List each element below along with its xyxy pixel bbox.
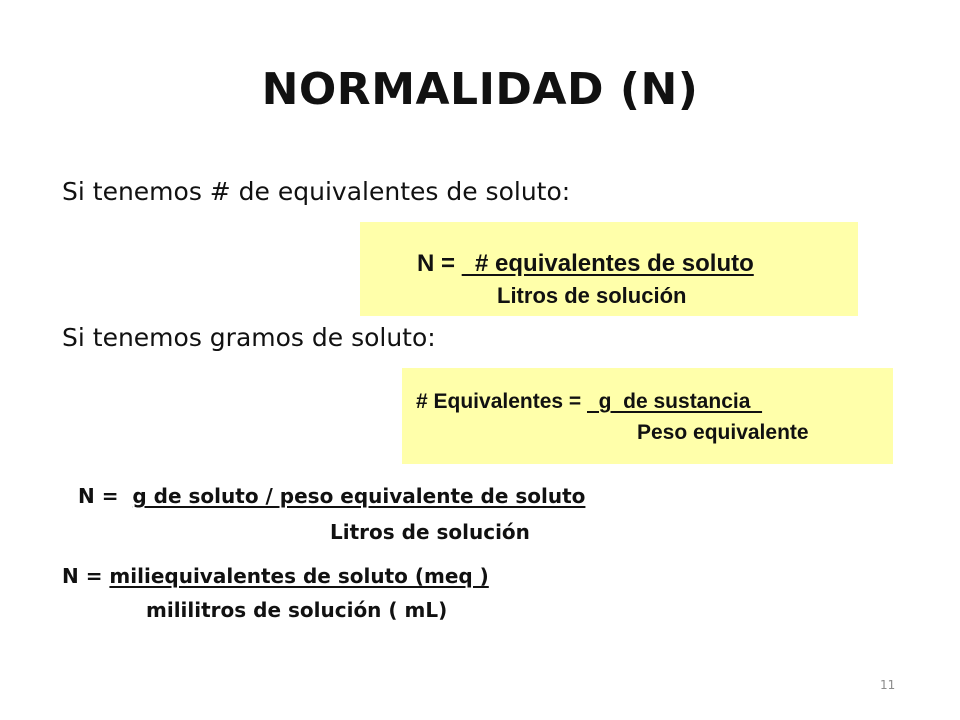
page-title: NORMALIDAD (N): [261, 64, 699, 115]
formula-grams-numerator-line: [78, 482, 585, 510]
formula3-lhs: N =: [78, 484, 133, 508]
formula3-numerator: g de soluto / peso equivalente de soluto: [132, 484, 586, 508]
box2-denominator: Peso equivalente: [637, 421, 809, 444]
page-number: 11: [880, 678, 896, 692]
intro-equivalents-text: Si tenemos # de equivalentes de soluto:: [62, 177, 571, 206]
box1-numerator-line: [417, 250, 754, 278]
formula-box-equivalents: [360, 222, 858, 316]
box1-numerator: # equivalentes de soluto: [461, 250, 754, 277]
formula3-denominator: Litros de solución: [330, 520, 530, 544]
box1-denominator: Litros de solución: [497, 283, 687, 308]
formula-box-equivalents-grams: [402, 368, 893, 464]
formula4-lhs: N =: [62, 564, 110, 588]
formula-meq-numerator-line: [62, 562, 489, 590]
box2-lhs: # Equivalentes =: [416, 390, 587, 413]
formula4-numerator: miliequivalentes de soluto (meq ): [109, 564, 489, 588]
box2-numerator: g de sustancia: [587, 390, 763, 413]
box1-lhs: N =: [417, 250, 462, 277]
box2-numerator-line: [416, 390, 762, 414]
formula4-denominator: mililitros de solución ( mL): [146, 598, 448, 622]
intro-grams-text: Si tenemos gramos de soluto:: [62, 323, 436, 352]
